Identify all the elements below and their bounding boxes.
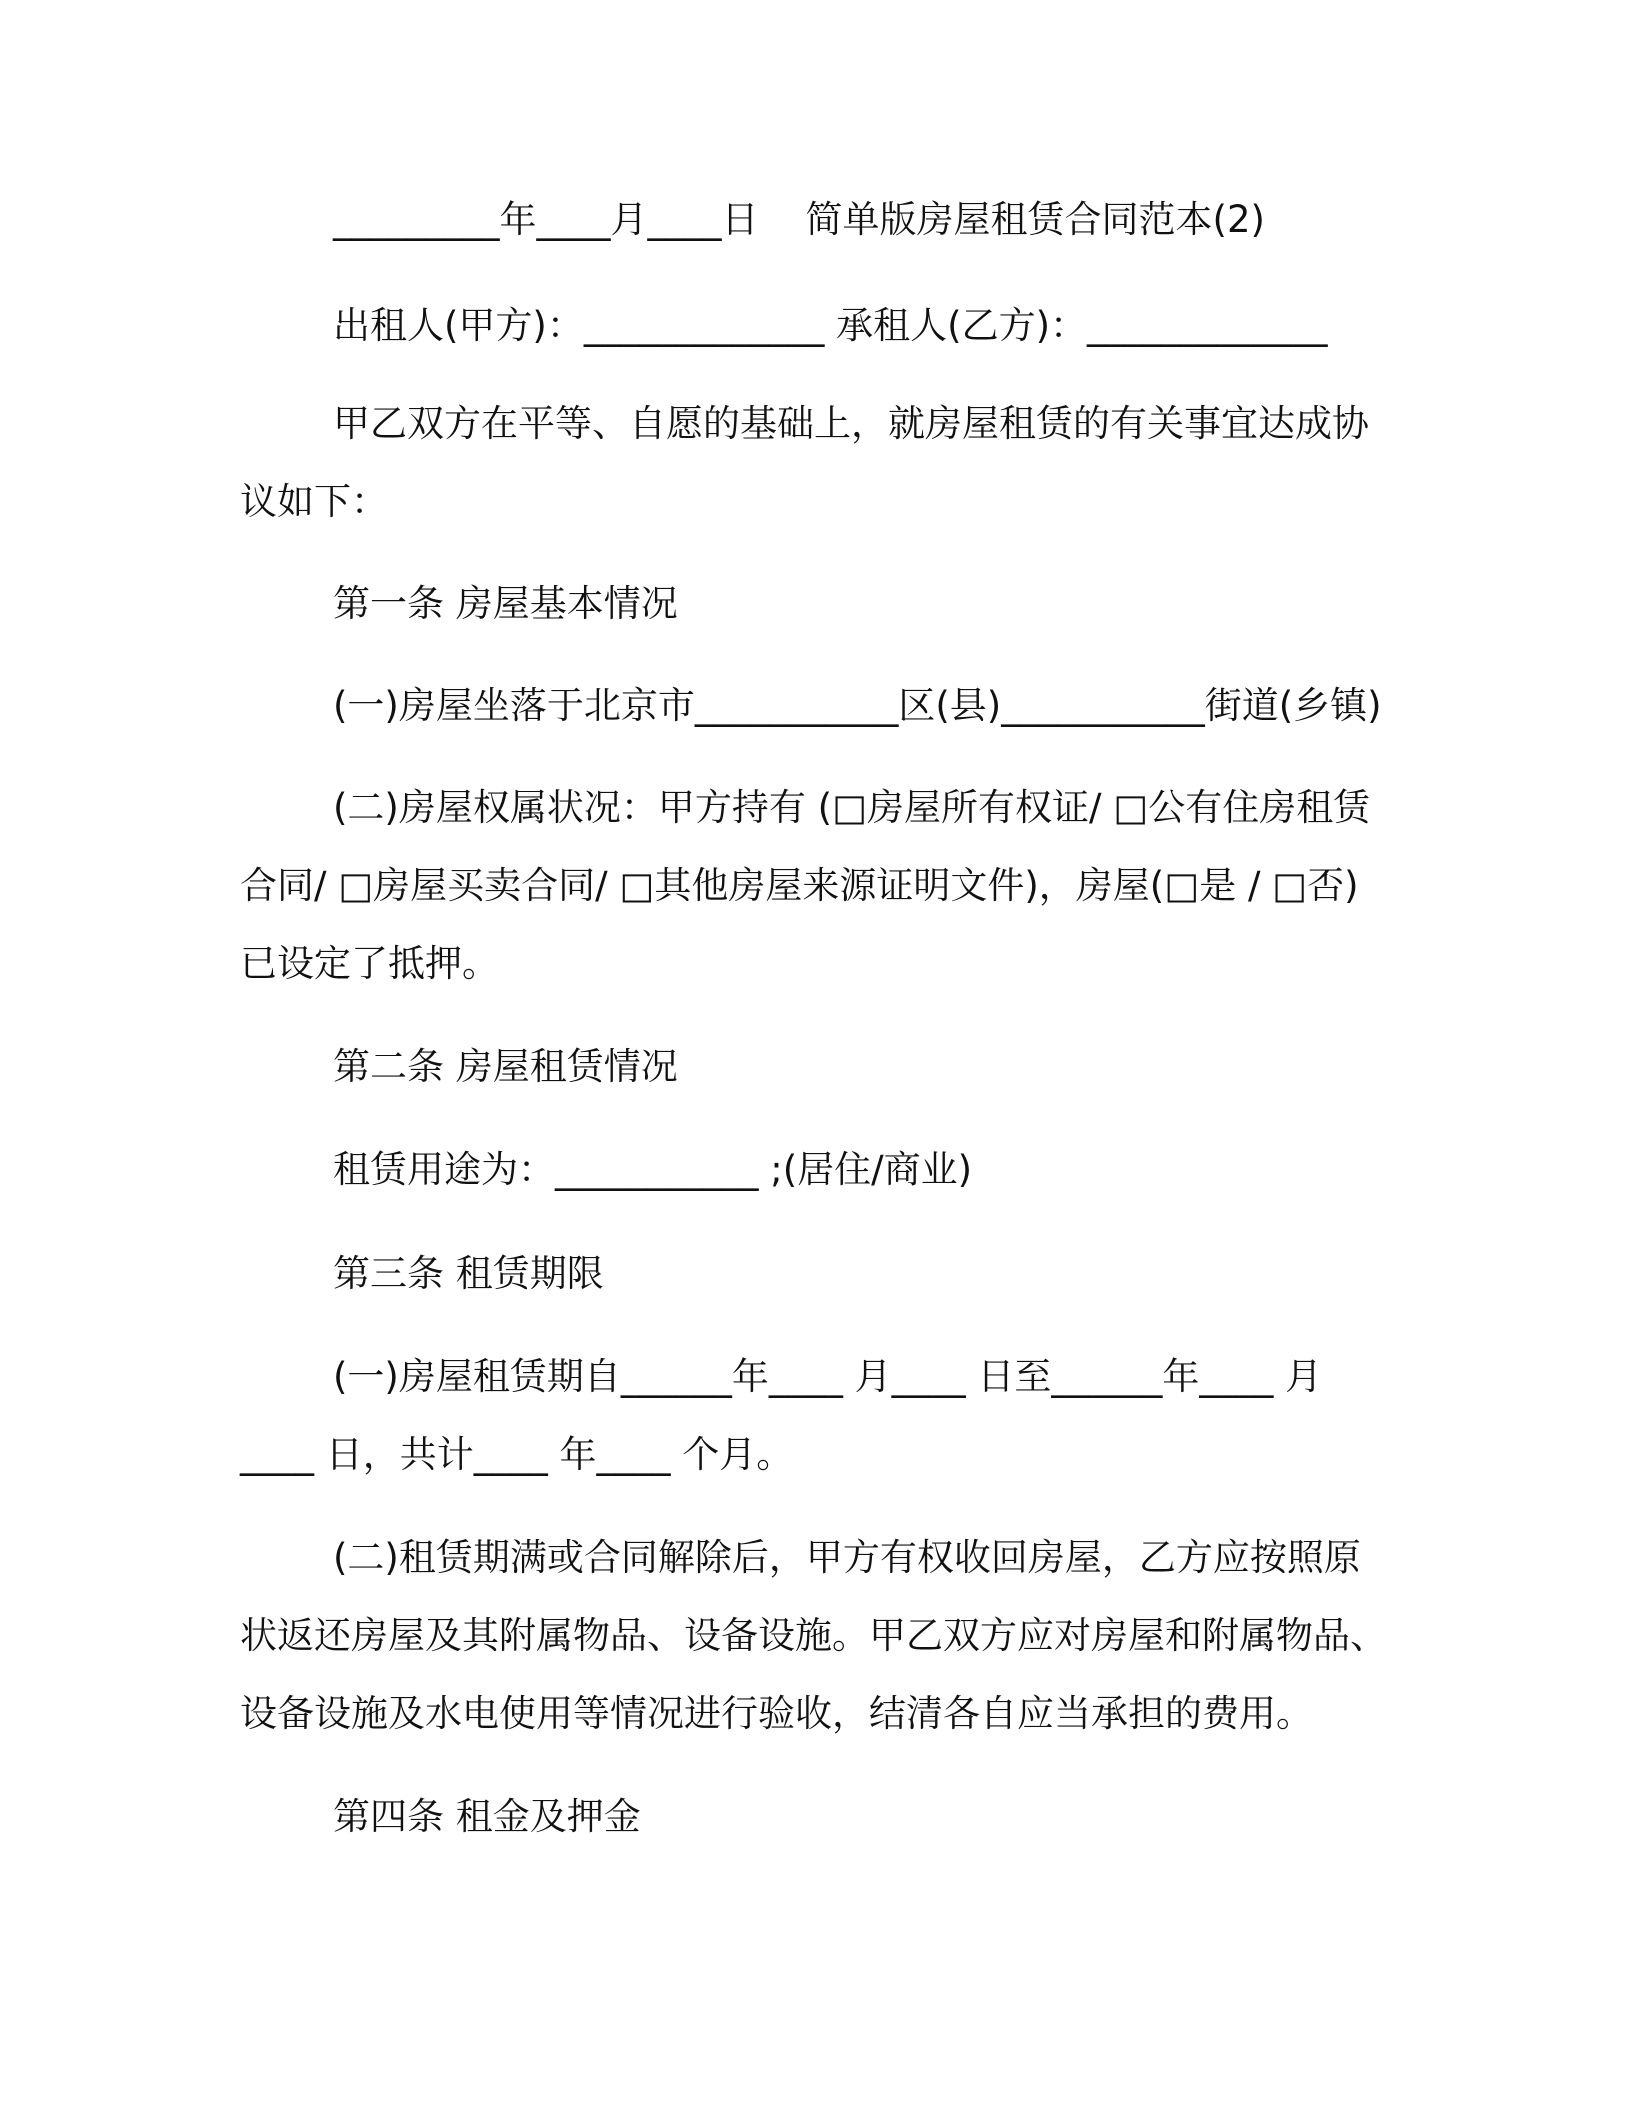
article1-item1: (一)房屋坐落于北京市___________区(县)___________街道(乡镇) [333,684,1382,727]
article3-item2-line-2: 状返还房屋及其附属物品、设备设施。甲乙双方应对房屋和附属物品、 [240,1614,1387,1657]
article1-item2-line-3: 已设定了抵押。 [240,942,499,985]
article2-heading: 第二条 房屋租赁情况 [333,1045,678,1088]
article3-item1-line-1: (一)房屋租赁期自______年____ 月____ 日至______年____ 月 [333,1355,1323,1398]
article1-heading: 第一条 房屋基本情况 [333,582,678,625]
article4-heading: 第四条 租金及押金 [333,1795,641,1838]
article3-item2-line-1: (二)租赁期满或合同解除后，甲方有权收回房屋，乙方应按照原 [333,1536,1361,1579]
intro-line-1: 甲乙双方在平等、自愿的基础上，就房屋租赁的有关事宜达成协 [333,402,1369,445]
intro-line-2: 议如下： [240,480,388,523]
article3-heading: 第三条 租赁期限 [333,1252,604,1295]
article1-item2-line-1: (二)房屋权属状况：甲方持有 (□房屋所有权证/ □公有住房租赁 [333,786,1371,829]
parties-line: 出租人(甲方)：_____________ 承租人(乙方)：_____________ [333,304,1328,347]
article3-item1-line-2: ____ 日，共计____ 年____ 个月。 [240,1433,794,1476]
article1-item2-line-2: 合同/ □房屋买卖合同/ □其他房屋来源证明文件)，房屋(□是 / □否) [240,864,1359,907]
article2-purpose: 租赁用途为：___________ ;(居住/商业) [333,1148,973,1191]
contract-title-line: _________年____月____日 简单版房屋租赁合同范本(2) [333,198,1265,241]
article3-item2-line-3: 设备设施及水电使用等情况进行验收，结清各自应当承担的费用。 [240,1692,1313,1735]
